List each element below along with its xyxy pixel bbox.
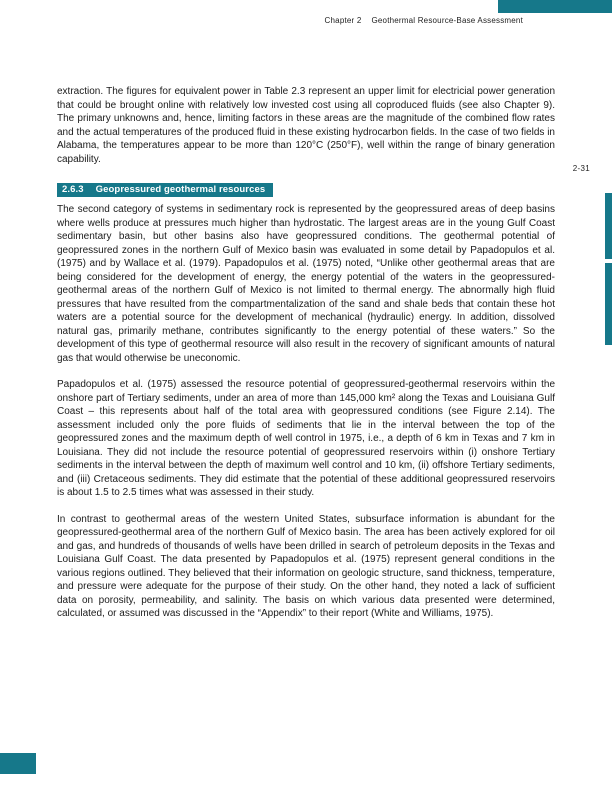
bottom-left-corner-bar <box>0 753 36 774</box>
paragraph-4: In contrast to geothermal areas of the western United States, subsurface information is abundant for the geopressured-geothermal area of the northern Gulf of Mexico basin. The area has been actively explored for oil and gas, and hundreds of thousands of wells have been drilled in search of petroleum deposits in the Texas and Louisiana Gulf Coast. The data presented by Papadopulos et al. (1975) represent general conditions in the various regions outlined. They believed that their information on geologic structure, sand thickness, temperature, and pressure were adequate for the purpose of their study. On the other hand, they noted a lack of sufficient data on porosity, permeability, and salinity. The basis on which various data presented were determined, calculated, or assumed was discussed in the “Appendix” to their report (White and Williams, 1975). <box>57 513 555 619</box>
top-right-corner-bar <box>498 0 612 13</box>
paragraph-3: Papadopulos et al. (1975) assessed the resource potential of geopressured-geothermal reservoirs within the onshore part of Tertiary sediments, under an area of more than 145,000 km² along the Texas and Louisiana Gulf Coast – this represents about half of the total area with geopressured conditions (see Figure 2.14). The assessment included only the pore fluids of sediments that lie in the interval between the top of the geopressured zones and the maximum depth of well control in 1975, i.e., a depth of 6 km in Texas and 7 km in Louisiana. They did not include the resource potential of geopressured reservoirs within (i) onshore Tertiary sediments in the interval between the depth of maximum well control and 10 km, (ii) offshore Tertiary sediments, and (iii) Cretaceous sediments. They did estimate that the potential of these additional geopressured reservoirs is about 1.5 to 2.5 times what was assessed in their study. <box>57 379 555 498</box>
running-header-chapter: Chapter 2 <box>324 16 362 25</box>
running-header <box>325 16 523 25</box>
text-column <box>57 85 555 634</box>
page-number: 2-31 <box>572 164 590 173</box>
paragraph-1: extraction. The figures for equivalent power in Table 2.3 represent an upper limit for electricial power generation that could be brought online with relatively low invested cost using all coproduced fluids (see also Chapter 9). The primary unknowns and, hence, limiting factors in these areas are the magnitude of the combined flow rates and the actual temperatures of the produced fluid in these existing hydrocarbon fields. In the case of two fields in Alabama, the temperatures appear to be more than 120°C (250°F), well within the range of binary generation capability. <box>57 86 555 165</box>
edge-tab-upper <box>605 193 612 259</box>
section-number: 2.6.3 <box>62 184 84 195</box>
paragraph-2: The second category of systems in sedimentary rock is represented by the geopressured areas of deep basins where wells produce at pressures much higher than hydrostatic. The largest areas are in the young Gulf Coast sedimentary basin, but other basins also have geopressured conditions. The geothermal potential of geopressured zones in the northern Gulf of Mexico basin was evaluated in some detail by Papadopulos et al. (1975) and by Wallace et al. (1979). Papadopulos et al. (1975) noted, “Unlike other geothermal areas that are being considered for the development of energy, the energy potential of the waters in the geopressured-geothermal areas of the northern Gulf of Mexico is not limited to thermal energy. The abnormally high fluid pressures that have resulted from the compartmentalization of the sand and shale beds that contain these hot waters are a potential source for the development of mechanical (hydraulic) energy. In addition, dissolved natural gas, primarily methane, contributes significantly to the energy potential of these waters.” So the development of this type of geothermal resource will also result in the recovery of significant amounts of natural gas that would otherwise be uneconomic. <box>57 204 555 364</box>
section-heading <box>57 183 273 197</box>
edge-tab-lower <box>605 263 612 345</box>
section-title: Geopressured geothermal resources <box>95 184 266 195</box>
running-header-title: Geothermal Resource-Base Assessment <box>371 16 523 25</box>
